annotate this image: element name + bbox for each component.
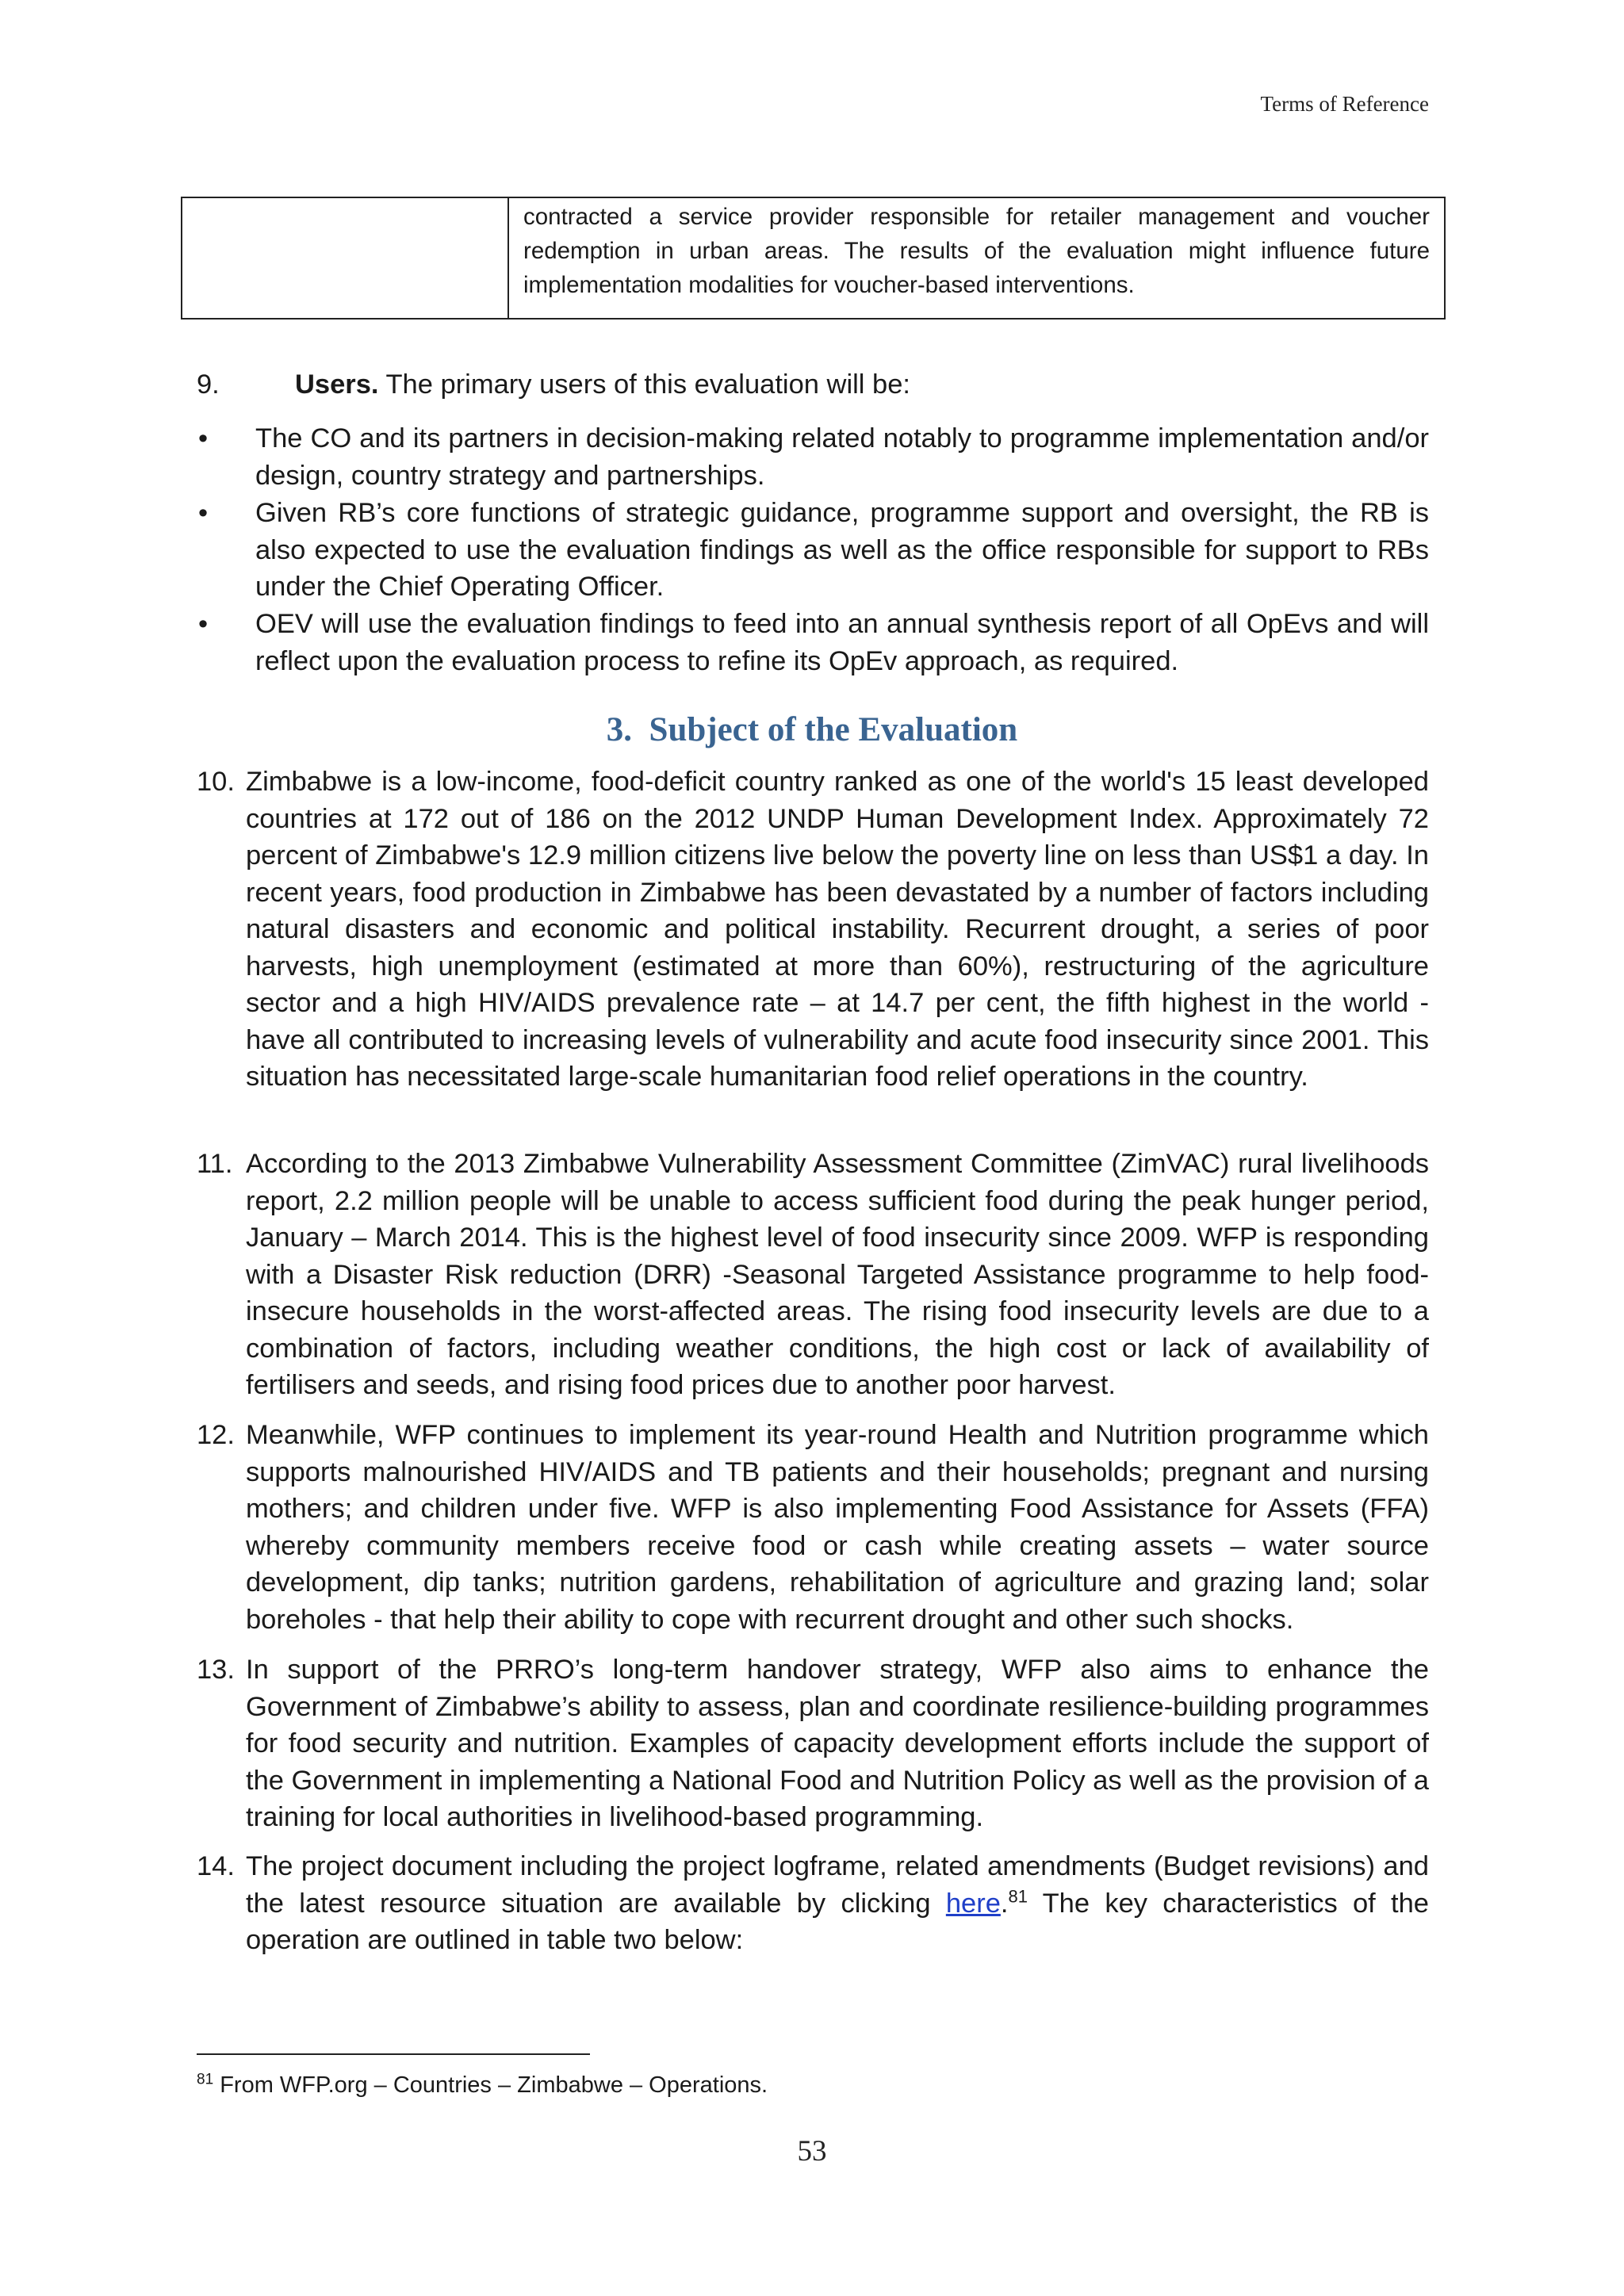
- bullet-item: OEV will use the evaluation findings to feed into an annual synthesis report of all OpEvs and will reflect upon the evaluation process to refine its OpEv approach, as required.: [255, 609, 1429, 676]
- users-intro: [295, 366, 910, 404]
- bullet-symbol: •: [198, 423, 209, 453]
- carryover-table: [181, 197, 1446, 320]
- here-link[interactable]: here: [945, 1888, 1001, 1919]
- page-number: 53: [797, 2135, 827, 2168]
- paragraph-text-before-link: The project document including the project logframe, related amendments (Budget revisions) and the latest resource situation are available by clicking: [246, 1851, 1429, 1919]
- table-row: [182, 197, 1445, 319]
- paragraph-number: 12.: [197, 1420, 235, 1450]
- paragraph-number: 11.: [197, 1149, 233, 1179]
- paragraph-text-after-link: The key characteristics of the operation are outlined in table two below:: [246, 1888, 1429, 1955]
- footnote-text: From WFP.org – Countries – Zimbabwe – Operations.: [213, 2072, 768, 2098]
- table-cell-text: contracted a service provider responsible for retailer management and voucher redemption in urban areas. The results of the evaluation might influence future implementation modalities for voucher-based interventions.: [508, 197, 1445, 319]
- paragraph-text: [246, 1848, 1429, 1959]
- period: .: [1000, 1888, 1009, 1919]
- paragraph-number: 13.: [197, 1655, 235, 1685]
- footnote-marker: 81: [197, 2071, 214, 2088]
- paragraph-text: In support of the PRRO’s long-term handover strategy, WFP also aims to enhance the Government of Zimbabwe’s ability to assess, plan and coordinate resilience-building programmes for food security and nutrition. Examples of capacity development efforts include the support of the Government in implementing a National Food and Nutrition Policy as well as the provision of a training for local authorities in livelihood-based programming.: [246, 1655, 1429, 1832]
- section-title: Subject of the Evaluation: [649, 711, 1018, 748]
- paragraph-text: Meanwhile, WFP continues to implement its year-round Health and Nutrition programme which supports malnourished HIV/AIDS and TB patients and their households; pregnant and nursing mothers; and children under five. WFP is also implementing Food Assistance for Assets (FFA) whereby community members receive food or cash while creating assets – water source development, dip tanks; nutrition gardens, rehabilitation of agriculture and grazing land; solar boreholes - that help their ability to cope with recurrent drought and other such shocks.: [246, 1420, 1429, 1635]
- bullet-item: Given RB’s core functions of strategic guidance, programme support and oversight, the RB is also expected to use the evaluation findings as well as the office responsible for support to RBs under the Chief Operating Officer.: [255, 498, 1429, 602]
- footnote: [197, 2069, 768, 2101]
- paragraph-text: According to the 2013 Zimbabwe Vulnerability Assessment Committee (ZimVAC) rural livelihoods report, 2.2 million people will be unable to access sufficient food during the peak hunger period, January – March 2014. This is the highest level of food insecurity since 2009. WFP is responding with a Disaster Risk reduction (DRR) -Seasonal Targeted Assistance programme to help food-insecure households in the worst-affected areas. The rising food insecurity levels are due to a combination of factors, including weather conditions, the high cost or lack of availability of fertilisers and seeds, and rising food prices due to another poor harvest.: [246, 1149, 1429, 1400]
- section-heading: [0, 710, 1624, 749]
- bullet-symbol: •: [198, 498, 209, 528]
- paragraph-number: 10.: [197, 767, 235, 797]
- bullet-symbol: •: [198, 609, 209, 639]
- paragraph-number: 14.: [197, 1851, 235, 1881]
- running-header: Terms of Reference: [1260, 92, 1429, 116]
- paragraph-number: 9.: [197, 369, 220, 400]
- section-number: 3.: [606, 711, 633, 748]
- bullet-item: The CO and its partners in decision-making related notably to programme implementation and/or design, country strategy and partnerships.: [255, 423, 1429, 491]
- table-cell-empty: [182, 197, 508, 319]
- users-intro-text: The primary users of this evaluation will be:: [385, 369, 910, 400]
- footnote-ref[interactable]: 81: [1008, 1886, 1028, 1906]
- users-label: Users.: [295, 369, 379, 400]
- paragraph-text: Zimbabwe is a low-income, food-deficit country ranked as one of the world's 15 least developed countries at 172 out of 186 on the 2012 UNDP Human Development Index. Approximately 72 percent of Zimbabwe's 12.9 million citizens live below the poverty line on less than US$1 a day. In recent years, food production in Zimbabwe has been devastated by a number of factors including natural disasters and economic and political instability. Recurrent drought, a series of poor harvests, high unemployment (estimated at more than 60%), restructuring of the agriculture sector and a high HIV/AIDS prevalence rate – at 14.7 per cent, the fifth highest in the world - have all contributed to increasing levels of vulnerability and acute food insecurity since 2001. This situation has necessitated large-scale humanitarian food relief operations in the country.: [246, 767, 1429, 1092]
- footnote-separator: [197, 2053, 590, 2055]
